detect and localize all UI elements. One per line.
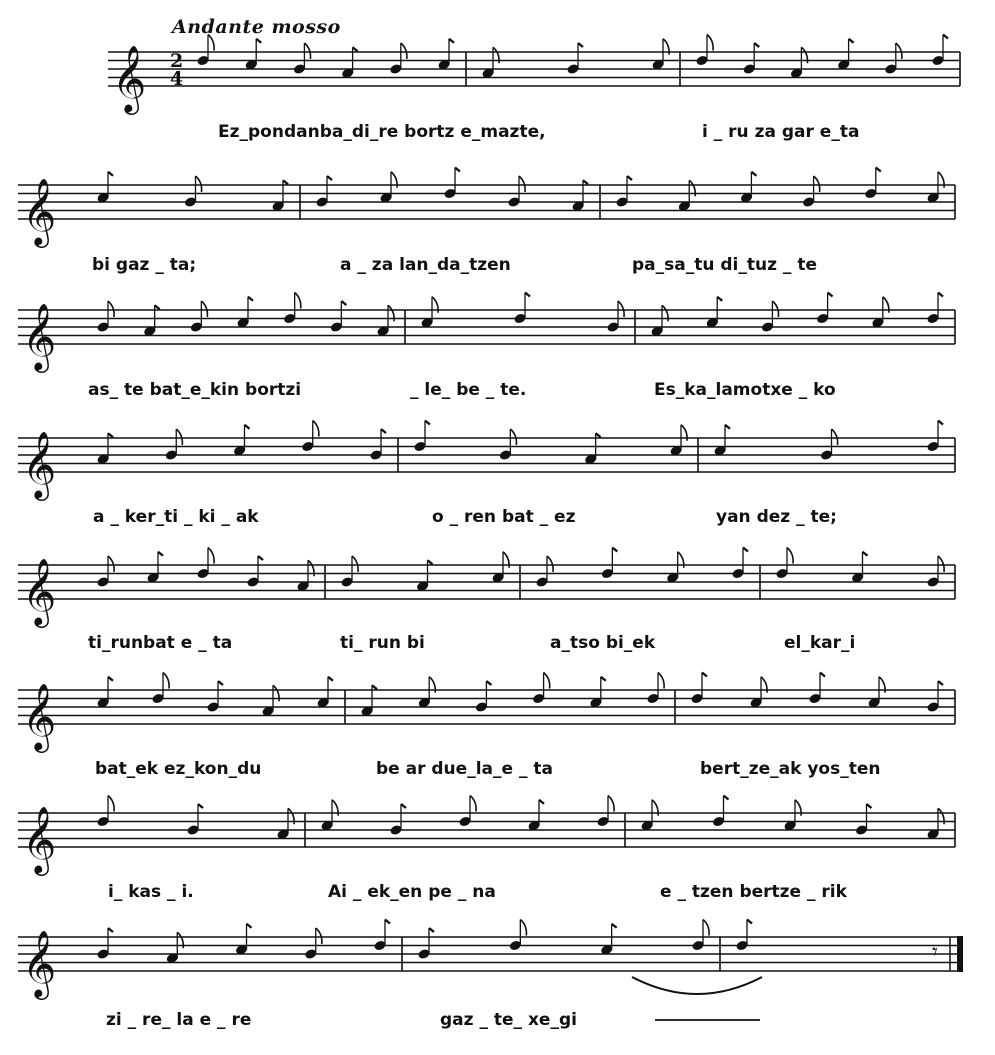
note-flag — [401, 804, 406, 808]
note-flag — [201, 301, 207, 317]
note-flag — [486, 681, 491, 685]
lyric-segment: zi _ re_ la e _ re — [106, 1010, 252, 1030]
note-flag — [578, 43, 583, 47]
note-flag — [352, 556, 358, 572]
note-flag — [896, 43, 902, 59]
lyric-segment: a_tso bi_ek — [550, 633, 656, 653]
note-flag — [198, 804, 203, 808]
lyric-segment: ti_runbat e _ ta — [88, 633, 233, 653]
note-flag — [208, 548, 214, 564]
treble-clef-icon: 𝄞 — [22, 302, 57, 370]
lyric-segment: el_kar_i — [784, 633, 856, 653]
time-signature-top: 2 — [170, 50, 184, 72]
note-flag — [820, 673, 825, 677]
note-flag — [108, 677, 113, 681]
note-flag — [612, 548, 617, 552]
rest: 𝄾 — [932, 940, 938, 965]
staff-system-3 — [18, 293, 955, 401]
lyric-segment: i_ kas _ i. — [108, 882, 194, 902]
staff-system-1 — [108, 35, 960, 143]
note-flag — [754, 43, 759, 47]
note-flag — [108, 556, 114, 572]
note-flag — [341, 301, 346, 305]
note-flag — [832, 429, 838, 445]
note-flag — [814, 176, 820, 192]
note-flag — [849, 39, 854, 43]
note-flag — [583, 180, 588, 184]
note-flag — [520, 920, 526, 936]
note-flag — [612, 924, 617, 928]
note-flag — [519, 176, 525, 192]
treble-clef-icon: 𝄞 — [22, 929, 57, 997]
note-flag — [876, 168, 881, 172]
note-flag — [372, 685, 377, 689]
lyric-segment: bi gaz _ ta; — [92, 255, 197, 275]
note-flag — [247, 924, 252, 928]
note-flag — [618, 301, 624, 317]
treble-clef-icon: 𝄞 — [22, 682, 57, 750]
note-flag — [245, 425, 250, 429]
note-flag — [196, 176, 202, 192]
note-flag — [304, 43, 310, 59]
staff-system-2 — [18, 168, 955, 276]
lyric-segment: as_ te bat_e_kin bortzi — [88, 380, 302, 400]
note-flag — [381, 429, 386, 433]
note-flag — [155, 305, 160, 309]
note-flag — [108, 928, 113, 932]
note-flag — [747, 920, 752, 924]
lyric-segment: be ar due_la_e _ ta — [376, 759, 553, 779]
lyric-segment: bert_ze_ak yos_ten — [700, 759, 881, 779]
lyric-segment: pa_sa_tu di_tuz _ te — [632, 255, 817, 275]
note-flag — [328, 677, 333, 681]
staff-system-7 — [18, 796, 955, 903]
lyric-segment: gaz _ te_ xe_gi — [440, 1010, 577, 1030]
final-bar-line — [957, 936, 963, 972]
note-flag — [425, 421, 430, 425]
lyric-segment: bat_ek ez_kon_du — [95, 759, 262, 779]
note-flag — [943, 35, 948, 39]
lyric-segment: Ez_pondanba_di_re bortz e_mazte, — [218, 122, 546, 142]
lyric-segment: ti_ run bi — [340, 633, 425, 653]
note-flag — [108, 796, 114, 812]
treble-clef-icon: 𝄞 — [22, 805, 57, 873]
note-flag — [539, 800, 544, 804]
note-flag — [724, 796, 729, 800]
note-flag — [108, 172, 113, 176]
note-flag — [248, 297, 253, 301]
note-flag — [938, 293, 943, 297]
note-flag — [428, 560, 433, 564]
staff-system-8 — [18, 920, 963, 1031]
lyric-segment: o _ ren bat _ ez — [432, 507, 576, 527]
treble-clef-icon: 𝄞 — [22, 177, 57, 245]
note-flag — [256, 39, 261, 43]
lyric-segment: e _ tzen bertze _ rik — [660, 882, 847, 902]
note-flag — [429, 928, 434, 932]
note-flag — [544, 673, 550, 689]
note-flag — [525, 293, 530, 297]
note-flag — [703, 920, 709, 936]
lyric-segment: a _ za lan_da_tzen — [340, 255, 511, 275]
note-flag — [385, 920, 390, 924]
tie-slur — [632, 977, 762, 994]
note-flag — [601, 677, 606, 681]
note-flag — [751, 172, 756, 176]
note-flag — [547, 556, 553, 572]
note-flag — [787, 548, 793, 564]
note-flag — [327, 176, 332, 180]
note-flag — [218, 681, 223, 685]
treble-clef-icon: 𝄞 — [22, 430, 57, 498]
note-flag — [163, 673, 169, 689]
note-flag — [828, 293, 833, 297]
time-signature-bottom: 4 — [170, 68, 184, 90]
note-flag — [743, 548, 748, 552]
note-flag — [725, 425, 730, 429]
note-flag — [158, 552, 163, 556]
note-flag — [707, 35, 713, 51]
lyric-segment: a _ ker_ti _ ki _ ak — [93, 507, 259, 527]
note-flag — [867, 804, 872, 808]
lyric-segment: Ai _ ek_en pe _ na — [328, 882, 496, 902]
note-flag — [717, 297, 722, 301]
note-flag — [316, 928, 322, 944]
note-flag — [283, 180, 288, 184]
lyric-segment: Es_ka_lamotxe _ ko — [654, 380, 836, 400]
staff-system-6 — [18, 673, 955, 780]
note-flag — [938, 421, 943, 425]
tempo-marking: Andante mosso — [172, 16, 341, 38]
note-flag — [938, 556, 944, 572]
staff-system-5 — [18, 548, 955, 654]
note-flag — [313, 421, 319, 437]
note-flag — [702, 673, 707, 677]
note-flag — [470, 796, 476, 812]
note-flag — [627, 176, 632, 180]
lyric-segment: i _ ru za gar e_ta — [702, 122, 860, 142]
note-flag — [863, 552, 868, 556]
note-flag — [108, 433, 113, 437]
note-flag — [596, 433, 601, 437]
note-flag — [772, 301, 778, 317]
lyric-segment: _ le_ be _ te. — [410, 380, 527, 400]
staff-system-4 — [18, 421, 955, 528]
note-flag — [658, 673, 664, 689]
treble-clef-icon: 𝄞 — [22, 557, 57, 625]
note-flag — [510, 429, 516, 445]
note-flag — [401, 43, 407, 59]
note-flag — [938, 681, 943, 685]
lyric-segment: yan dez _ te; — [716, 507, 837, 527]
note-flag — [176, 429, 182, 445]
note-flag — [208, 35, 214, 51]
note-flag — [353, 47, 358, 51]
note-flag — [455, 168, 460, 172]
note-flag — [258, 556, 263, 560]
note-flag — [449, 39, 454, 43]
note-flag — [108, 301, 114, 317]
treble-clef-icon: 𝄞 — [112, 44, 147, 112]
note-flag — [295, 293, 301, 309]
note-flag — [608, 796, 614, 812]
